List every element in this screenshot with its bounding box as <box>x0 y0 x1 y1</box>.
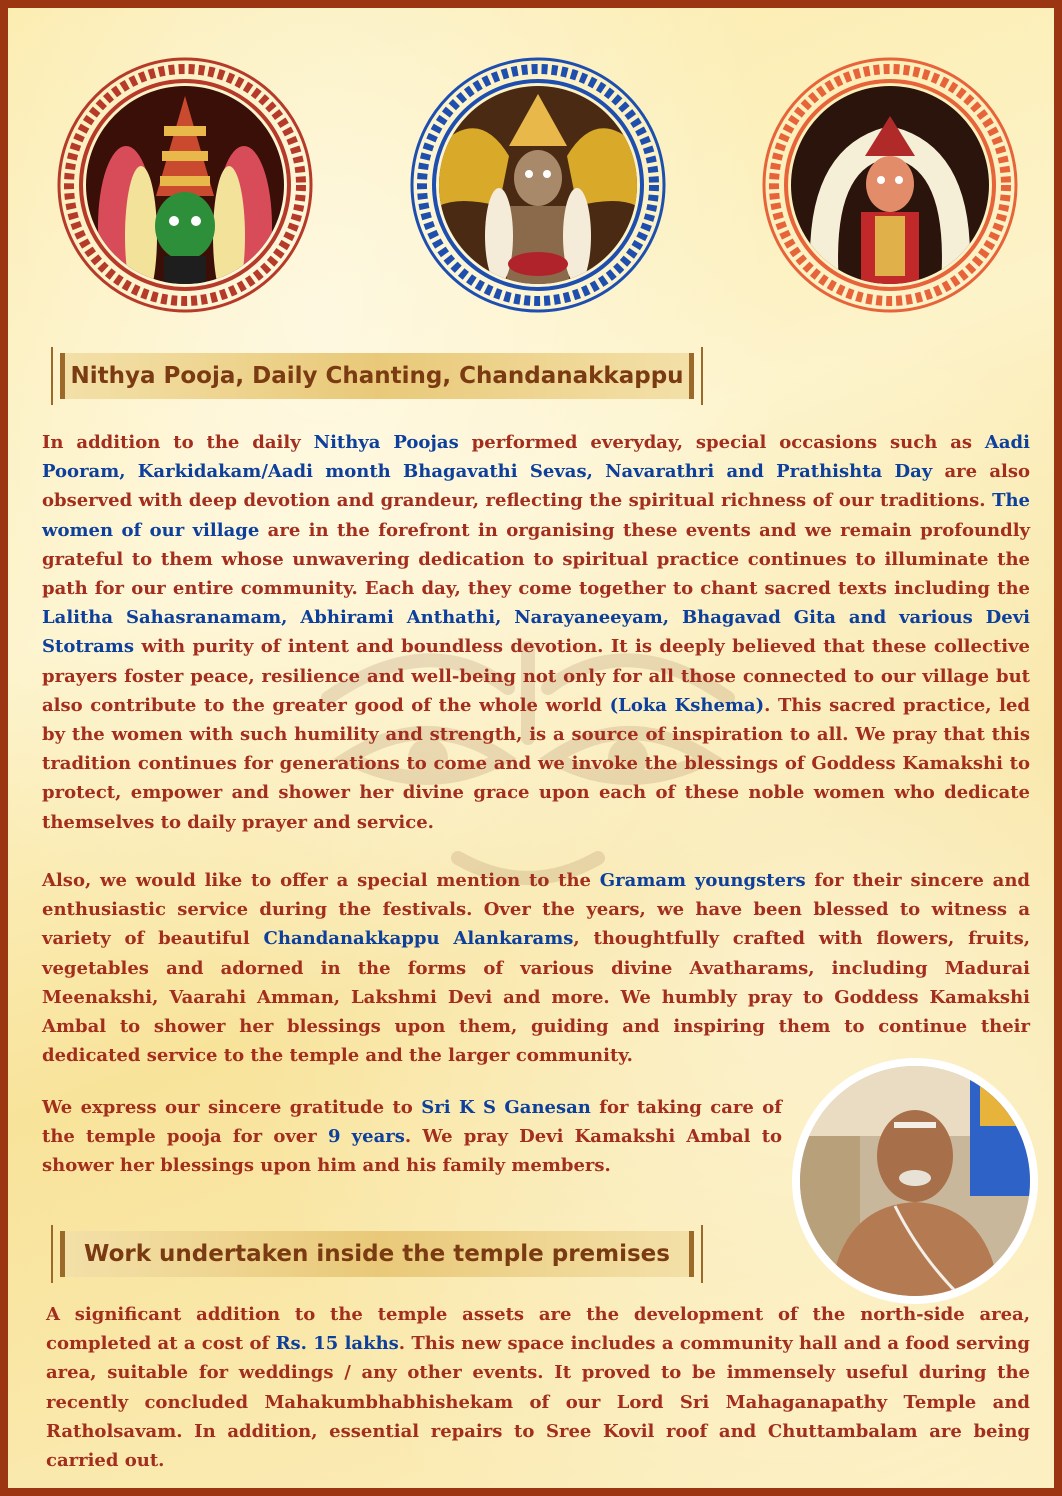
paragraph-text: performed everyday, special occasions such as <box>458 432 985 453</box>
priest-portrait <box>800 1066 1030 1296</box>
highlighted-text: Chandanakkappu Alankarams <box>263 928 574 950</box>
paragraph-text: . This sacred practice, led by the women with such humility and strength, is a source of inspiration to all. We pray that this tradition continues for generations to come and we invoke the blessings of Goddess Kamakshi to protect, empower and shower her divine grace upon each of these noble women who dedicate themselves to daily prayer and service. <box>42 694 1030 833</box>
highlighted-text: Sri K S Ganesan <box>421 1097 591 1118</box>
north-side-development-paragraph <box>46 1300 1030 1475</box>
youngsters-paragraph <box>42 866 1030 1070</box>
paragraph-text: Also, we would like to offer a special mention to the <box>42 870 600 891</box>
gratitude-paragraph <box>42 1093 782 1181</box>
highlighted-text: The women of our village <box>42 490 1030 541</box>
paragraph-text: with purity of intent and boundless devotion. It is deeply believed that these collective prayers foster peace, resilience and well-being not only for all those connected to our village but also contribute to the greater good of the whole world <box>42 636 1030 716</box>
deity-photo-3 <box>791 86 989 284</box>
paragraph-text: We express our sincere gratitude to <box>42 1097 422 1118</box>
section-heading-text: Work undertaken inside the temple premises <box>84 1241 670 1267</box>
paragraph-text: In addition to the daily <box>42 432 314 453</box>
women-chanting-paragraph <box>42 428 1030 837</box>
section-heading-work-undertaken <box>60 1231 694 1277</box>
paragraph-text: for their sincere and enthusiastic service during the festivals. Over the years, we have been blessed to witness a variety of beautiful <box>42 870 1030 950</box>
paragraph-text: , thoughtfully crafted with flowers, fruits, vegetables and adorned in the forms of various divine Avatharams, including Madurai Meenakshi, Vaarahi Amman, Lakshmi Devi and more. We humbly pray to Goddess Kamakshi Ambal to shower her blessings upon them, guiding and inspiring them to continue their dedicated service to the temple and the larger community. <box>42 928 1030 1067</box>
deity-photo-1 <box>86 86 284 284</box>
paragraph-text: A significant addition to the temple assets are the development of the north-side area, completed at a cost of <box>46 1304 1030 1355</box>
highlighted-text: 9 years <box>327 1126 405 1148</box>
section-heading-text: Nithya Pooja, Daily Chanting, Chandanakkappu <box>70 363 684 389</box>
deity-photo-2 <box>439 86 637 284</box>
paragraph-text: are in the forefront in organising these events and we remain profoundly grateful to them whose unwavering dedication to spiritual practice continues to illuminate the path for our entire community. Each day, they come together to chant sacred texts including the <box>42 519 1031 600</box>
paragraph-text: . This new space includes a community hall and a food serving area, suitable for weddings / any other events. It proved to be immensely useful during the recently concluded Mahakumbhabhishekam of our Lord Sri Mahaganapathy Temple and Ratholsavam. In addition, essential repairs to Sree Kovil roof and Chuttambalam are being carried out. <box>46 1333 1030 1472</box>
paragraph-text: for taking care of the temple pooja for over <box>42 1097 782 1148</box>
highlighted-text: Aadi Pooram, Karkidakam/Aadi month Bhagavathi Sevas, Navarathri and Prathishta Day <box>42 432 1030 483</box>
paragraph-text: . We pray Devi Kamakshi Ambal to shower her blessings upon him and his family members. <box>42 1126 783 1177</box>
highlighted-text: Rs. 15 lakhs <box>275 1333 399 1355</box>
highlighted-text: Lalitha Sahasranamam, Abhirami Anthathi, Narayaneeyam, Bhagavad Gita and various Devi Stotrams <box>42 607 1030 658</box>
highlighted-text: Nithya Poojas <box>313 432 459 453</box>
highlighted-text: Gramam youngsters <box>599 870 806 891</box>
highlighted-text: (Loka Kshema) <box>609 694 765 716</box>
section-heading-nithya-pooja <box>60 353 694 399</box>
paragraph-text: are also observed with deep devotion and grandeur, reflecting the spiritual richness of our traditions. <box>42 461 1030 512</box>
